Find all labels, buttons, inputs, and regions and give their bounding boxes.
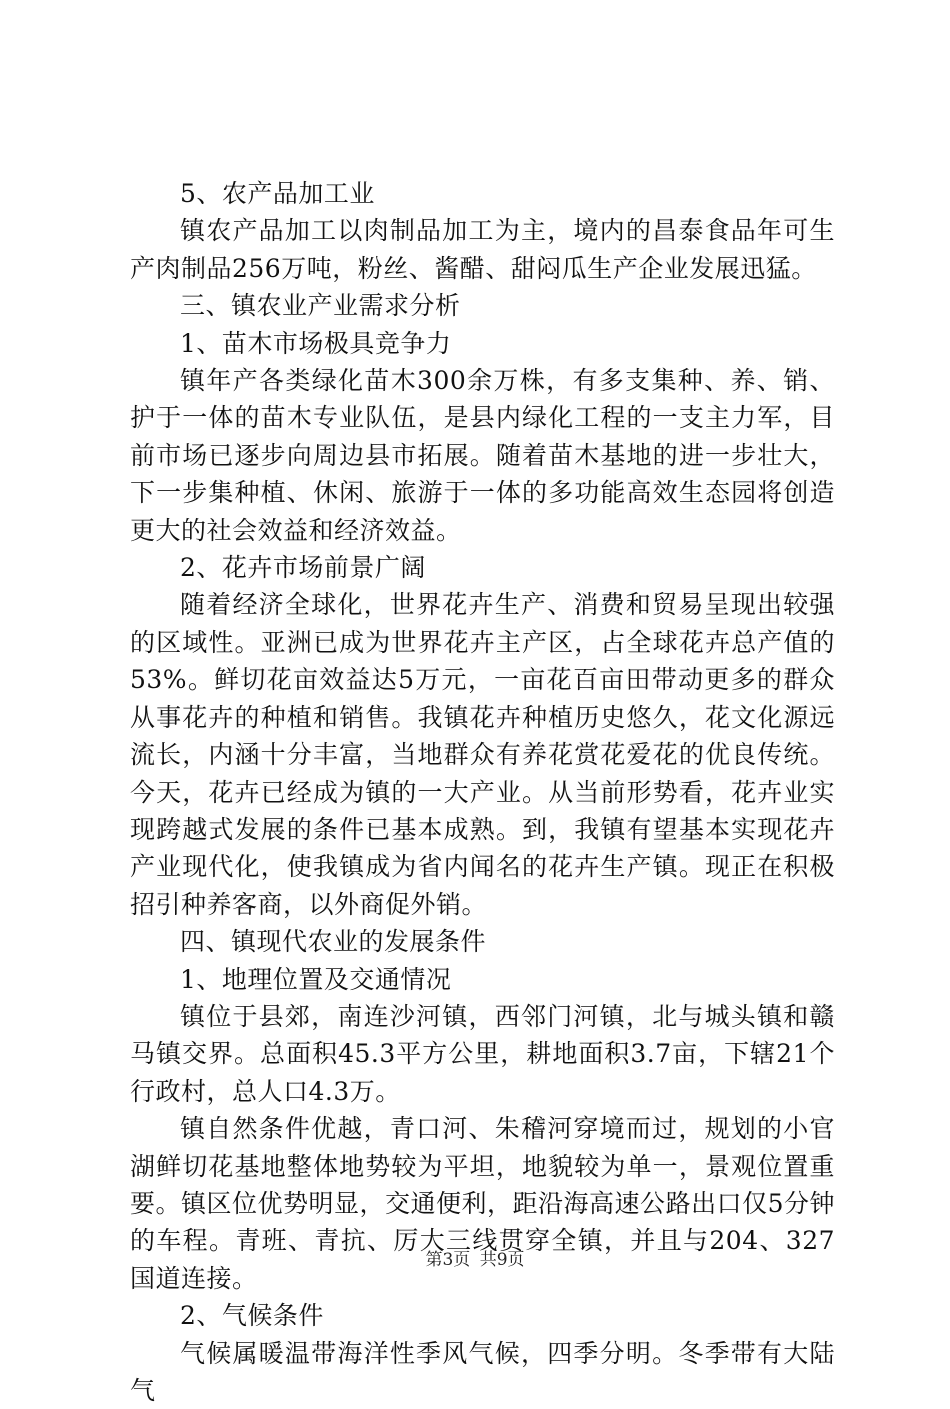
paragraph-processing: 镇农产品加工以肉制品加工为主，境内的昌泰食品年可生产肉制品256万吨，粉丝、酱醋、甜闷瓜生产企业发展迅猛。 [130, 216, 835, 283]
page-number: 第3页 [425, 1250, 471, 1270]
heading-location-transport: 1、地理位置及交通情况 [180, 964, 452, 994]
paragraph-flower: 随着经济全球化，世界花卉生产、消费和贸易呈现出较强的区域性。亚洲已成为世界花卉主产区，占全球花卉总产值的53%。鲜切花亩效益达5万元，一亩花百亩田带动更多的群众从事花卉的种植和销售。我镇花卉种植历史悠久，花文化源远流长，内涵十分丰富，当地群众有养花赏花爱花的优良传统。今天，花卉已经成为镇的一大产业。从当前形势看，花卉业实现跨越式发展的条件已基本成熟。到，我镇有望基本实现花卉产业现代化，使我镇成为省内闻名的花卉生产镇。现正在积极招引种养客商，以外商促外销。 [130, 590, 835, 919]
heading-demand-analysis: 三、镇农业产业需求分析 [180, 291, 461, 321]
paragraph-location: 镇位于县郊，南连沙河镇，西邻门河镇，北与城头镇和赣马镇交界。总面积45.3平方公里，耕地面积3.7亩，下辖21个行政村，总人口4.3万。 [130, 1001, 835, 1106]
heading-flower-market: 2、花卉市场前景广阔 [180, 553, 426, 583]
page-total: 共9页 [479, 1250, 525, 1270]
paragraph-natural-conditions: 镇自然条件优越，青口河、朱稽河穿境而过，规划的小官湖鲜切花基地整体地势较为平坦，地貌较为单一，景观位置重要。镇区位优势明显，交通便利，距沿海高速公路出口仅5分钟的车程。青班、青抗、厉大三线贯穿全镇，并且与204、327国道连接。 [130, 1114, 835, 1293]
page-footer [0, 1245, 950, 1270]
heading-climate: 2、气候条件 [180, 1301, 324, 1331]
document-body [130, 175, 835, 1409]
heading-nursery-market: 1、苗木市场极具竞争力 [180, 328, 452, 358]
paragraph-climate: 气候属暖温带海洋性季风气候，四季分明。冬季带有大陆气 [130, 1338, 835, 1405]
heading-processing-industry: 5、农产品加工业 [180, 179, 375, 208]
paragraph-nursery: 镇年产各类绿化苗木300余万株，有多支集种、养、销、护于一体的苗木专业队伍，是县内绿化工程的一支主力军，目前市场已逐步向周边县市拓展。随着苗木基地的进一步壮大，下一步集种植、休闲、旅游于一体的多功能高效生态园将创造更大的社会效益和经济效益。 [130, 366, 835, 545]
heading-development-conditions: 四、镇现代农业的发展条件 [180, 927, 487, 957]
